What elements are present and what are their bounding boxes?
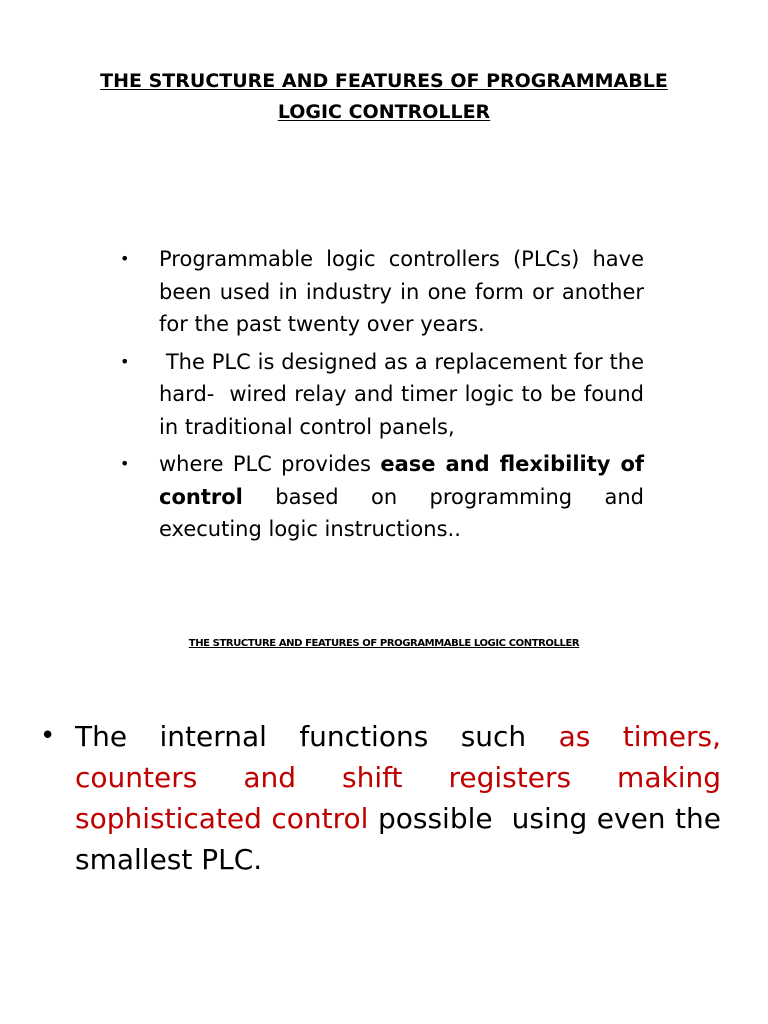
list-item — [120, 243, 644, 341]
list-item-text-after: based on programming and executing logic instructions.. — [159, 484, 644, 541]
section-subtitle: THE STRUCTURE AND FEATURES OF PROGRAMMABLE LOGIC CONTROLLER — [188, 638, 580, 649]
list-item-text-after: possible using even the smallest PLC. — [75, 802, 721, 876]
page-title-line-2: LOGIC CONTROLLER — [277, 101, 491, 123]
list-item-text-before: The internal functions such — [75, 720, 559, 753]
list-item-text-before: where PLC provides — [159, 452, 381, 476]
list-item-highlight-text: as timers, counters and shift registers making sophisticated control — [75, 720, 721, 835]
bullet-icon: • — [120, 249, 130, 268]
list-item-text: Programmable logic controllers (PLCs) have been used in industry in one form or another for the past twenty over years. — [159, 247, 644, 336]
functions-bullet-list — [40, 716, 721, 880]
page-title — [60, 66, 708, 128]
bullet-icon: • — [120, 454, 130, 473]
page-title-line-1: THE STRUCTURE AND FEATURES OF PROGRAMMABLE — [100, 70, 668, 92]
list-item-bold-text: ease and flexibility of control — [159, 452, 645, 509]
list-item-text: The PLC is designed as a replacement for the hard- wired relay and timer logic to be found in traditional control panels, — [159, 349, 644, 439]
bullet-icon: • — [40, 721, 56, 751]
intro-bullet-list — [120, 243, 644, 551]
list-item — [120, 346, 644, 444]
list-item — [120, 448, 644, 546]
bullet-icon: • — [120, 351, 130, 371]
list-item — [40, 716, 721, 880]
